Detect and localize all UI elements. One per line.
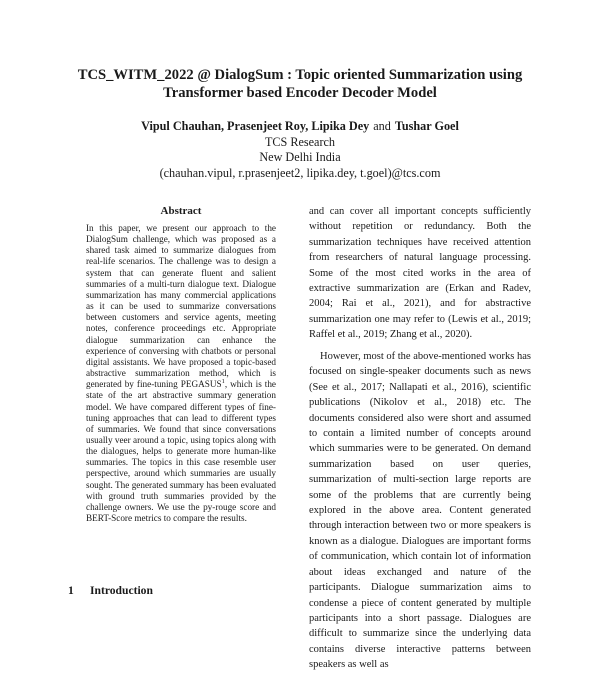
author-emails: (chauhan.vipul, r.prasenjeet2, lipika.dey, t.goel)@tcs.com [159, 165, 441, 180]
affiliation-org: TCS Research [264, 134, 336, 149]
section-title: Introduction [90, 584, 153, 597]
abstract-body [86, 223, 276, 524]
body-paragraph-2: However, most of the above-mentioned works has focused on single-speaker documents such as news (See et al., 2017; Nallapati et al., 2016), scientific publications (Nikolov et al., 2018) etc. The documents considered also were short and assumed to contain a limited number of concepts around which summaries were to be generated. On demand summarization based on user queries, summarization of multi-section large reports are some of the problems that are currently being explored in the above area. Content generated through interaction between two or more speakers is known as a dialogue. Dialogues are important forms of communication, which contain lot of information about ideas exchanged and nature of the participants. Dialogue summarization aims to condense a piece of content generated by multiple participants into a short passage. Dialogues are difficult to summarize since the underlying data contains diverse interactive patterns between speakers as well as [309, 351, 531, 671]
section-number: 1 [68, 584, 74, 597]
introduction-heading [68, 584, 288, 597]
author-block [40, 119, 560, 181]
body-paragraph-1: and can cover all important concepts sufficiently without repetition or redundancy. Both the summarization techniques have received attention from researchers of natural language processing. Some of the most cited works in the area of extractive summarization are (Erkan and Radev, 2004; Rai et al., 2021), and for abstractive summarization one may refer to (Lewis et al., 2019; Raffel et al., 2019; Zhang et al., 2020). [309, 206, 531, 341]
abstract-text-part-1: In this paper, we present our approach to the DialogSum challenge, which was proposed as a shared task aimed to summarize dialogues from real-life scenarios. The challenge was to design a system that can generate fluent and salient summaries of a multi-turn dialogue text. Dialogue summarization has many commercial applications as it can be used to summarize conversations between customers and service agents, meeting notes, conference proceedings etc. Appropriate dialogue summarization can enhance the experience of conversing with chatbots or personal digital assistants. We have proposed a topic-based abstractive summarization method, which is generated by fine-tuning PEGASUS [86, 223, 276, 390]
author-names [40, 119, 560, 135]
authors-conjunction: and [373, 119, 391, 133]
title-line-1: TCS_WITM_2022 @ DialogSum : Topic oriented Summarization using [77, 67, 523, 83]
abstract-text-part-2: , which is the state of the art abstractive summary generation model. We have compared different types of fine-tuning approaches that can lead to different types of summaries. We found that since conversations usually veer around a topic, using topics along with the dialogues, helps to generate more human-like summaries. The topics in this case resemble user perspective, around which summaries are usually sought. The generated summary has been evaluated with ground truth summaries provided by the challenge owners. We use the py-rouge score and BERT-Score metrics to compare the results. [86, 379, 277, 524]
paper-title [40, 66, 560, 102]
affiliation-city: New Delhi India [259, 150, 341, 164]
authors-last: Tushar Goel [394, 119, 459, 133]
footnote-mark: 1 [221, 378, 225, 386]
abstract-heading: Abstract [160, 205, 202, 217]
authors-main: Vipul Chauhan, Prasenjeet Roy, Lipika Dey [141, 119, 370, 133]
title-line-2: Transformer based Encoder Decoder Model [163, 85, 437, 101]
